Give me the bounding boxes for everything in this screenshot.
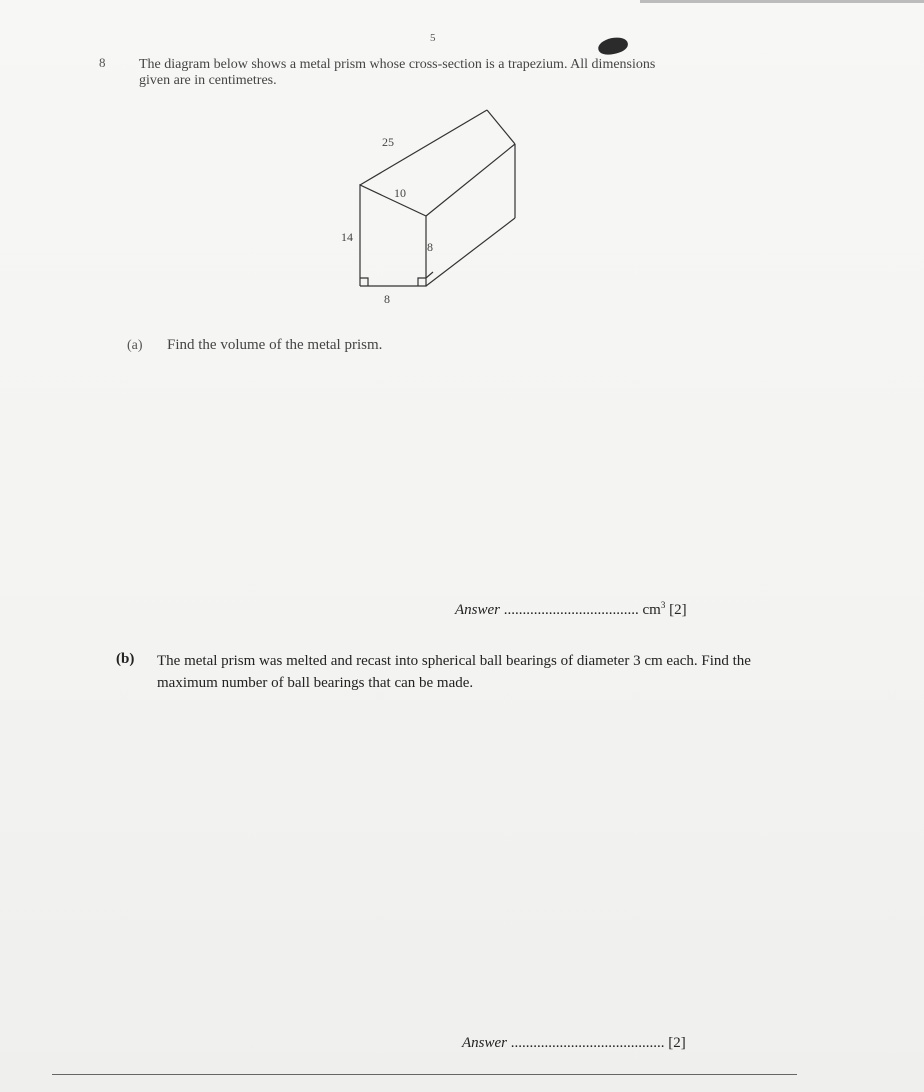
answer-label: Answer [462, 1035, 507, 1051]
label-base: 8 [384, 292, 390, 306]
question-intro [139, 57, 655, 89]
answer-dots[interactable]: ......................................... [510, 1035, 665, 1051]
part-a-answer-line [455, 600, 687, 619]
right-angle-mark-left [360, 278, 368, 286]
answer-dots[interactable]: .................................... [503, 602, 639, 618]
answer-label: Answer [455, 602, 500, 618]
part-b-label: (b) [116, 651, 135, 667]
label-top-length: 25 [382, 135, 394, 149]
part-a-question: Find the volume of the metal prism. [167, 337, 383, 353]
right-angle-mark-back [426, 272, 433, 278]
page-number: 5 [430, 32, 436, 44]
intro-line-2: given are in centimetres. [139, 73, 277, 88]
part-b-answer-line [462, 1035, 686, 1052]
marks: [2] [668, 1035, 686, 1051]
marks: [2] [669, 602, 687, 618]
answer-unit: cm [642, 602, 661, 618]
label-right-height: 8 [427, 240, 433, 254]
prism-back-top-edge [487, 110, 515, 144]
prism-front-face [360, 185, 426, 286]
part-b-question: The metal prism was melted and recast into spherical ball bearings of diameter 3 cm each. Find the maximum number of ball bearings that can be made. [157, 653, 751, 691]
bottom-rule [52, 1074, 797, 1075]
intro-line-1: The diagram below shows a metal prism whose cross-section is a trapezium. All dimensions [139, 57, 656, 72]
label-slant-top: 10 [394, 186, 406, 200]
question-number: 8 [99, 55, 106, 70]
prism-top-depth-edge [360, 110, 487, 185]
label-left-height: 14 [341, 230, 353, 244]
ink-blot [597, 35, 630, 57]
right-angle-mark-right [418, 278, 426, 286]
page-edge-shadow [640, 0, 924, 3]
prism-diagram [330, 100, 530, 320]
answer-unit-superscript: 3 [660, 600, 666, 610]
prism-slant-depth-edge [426, 144, 515, 216]
part-a-label: (a) [127, 338, 143, 353]
prism-base-depth-edge [426, 218, 515, 286]
